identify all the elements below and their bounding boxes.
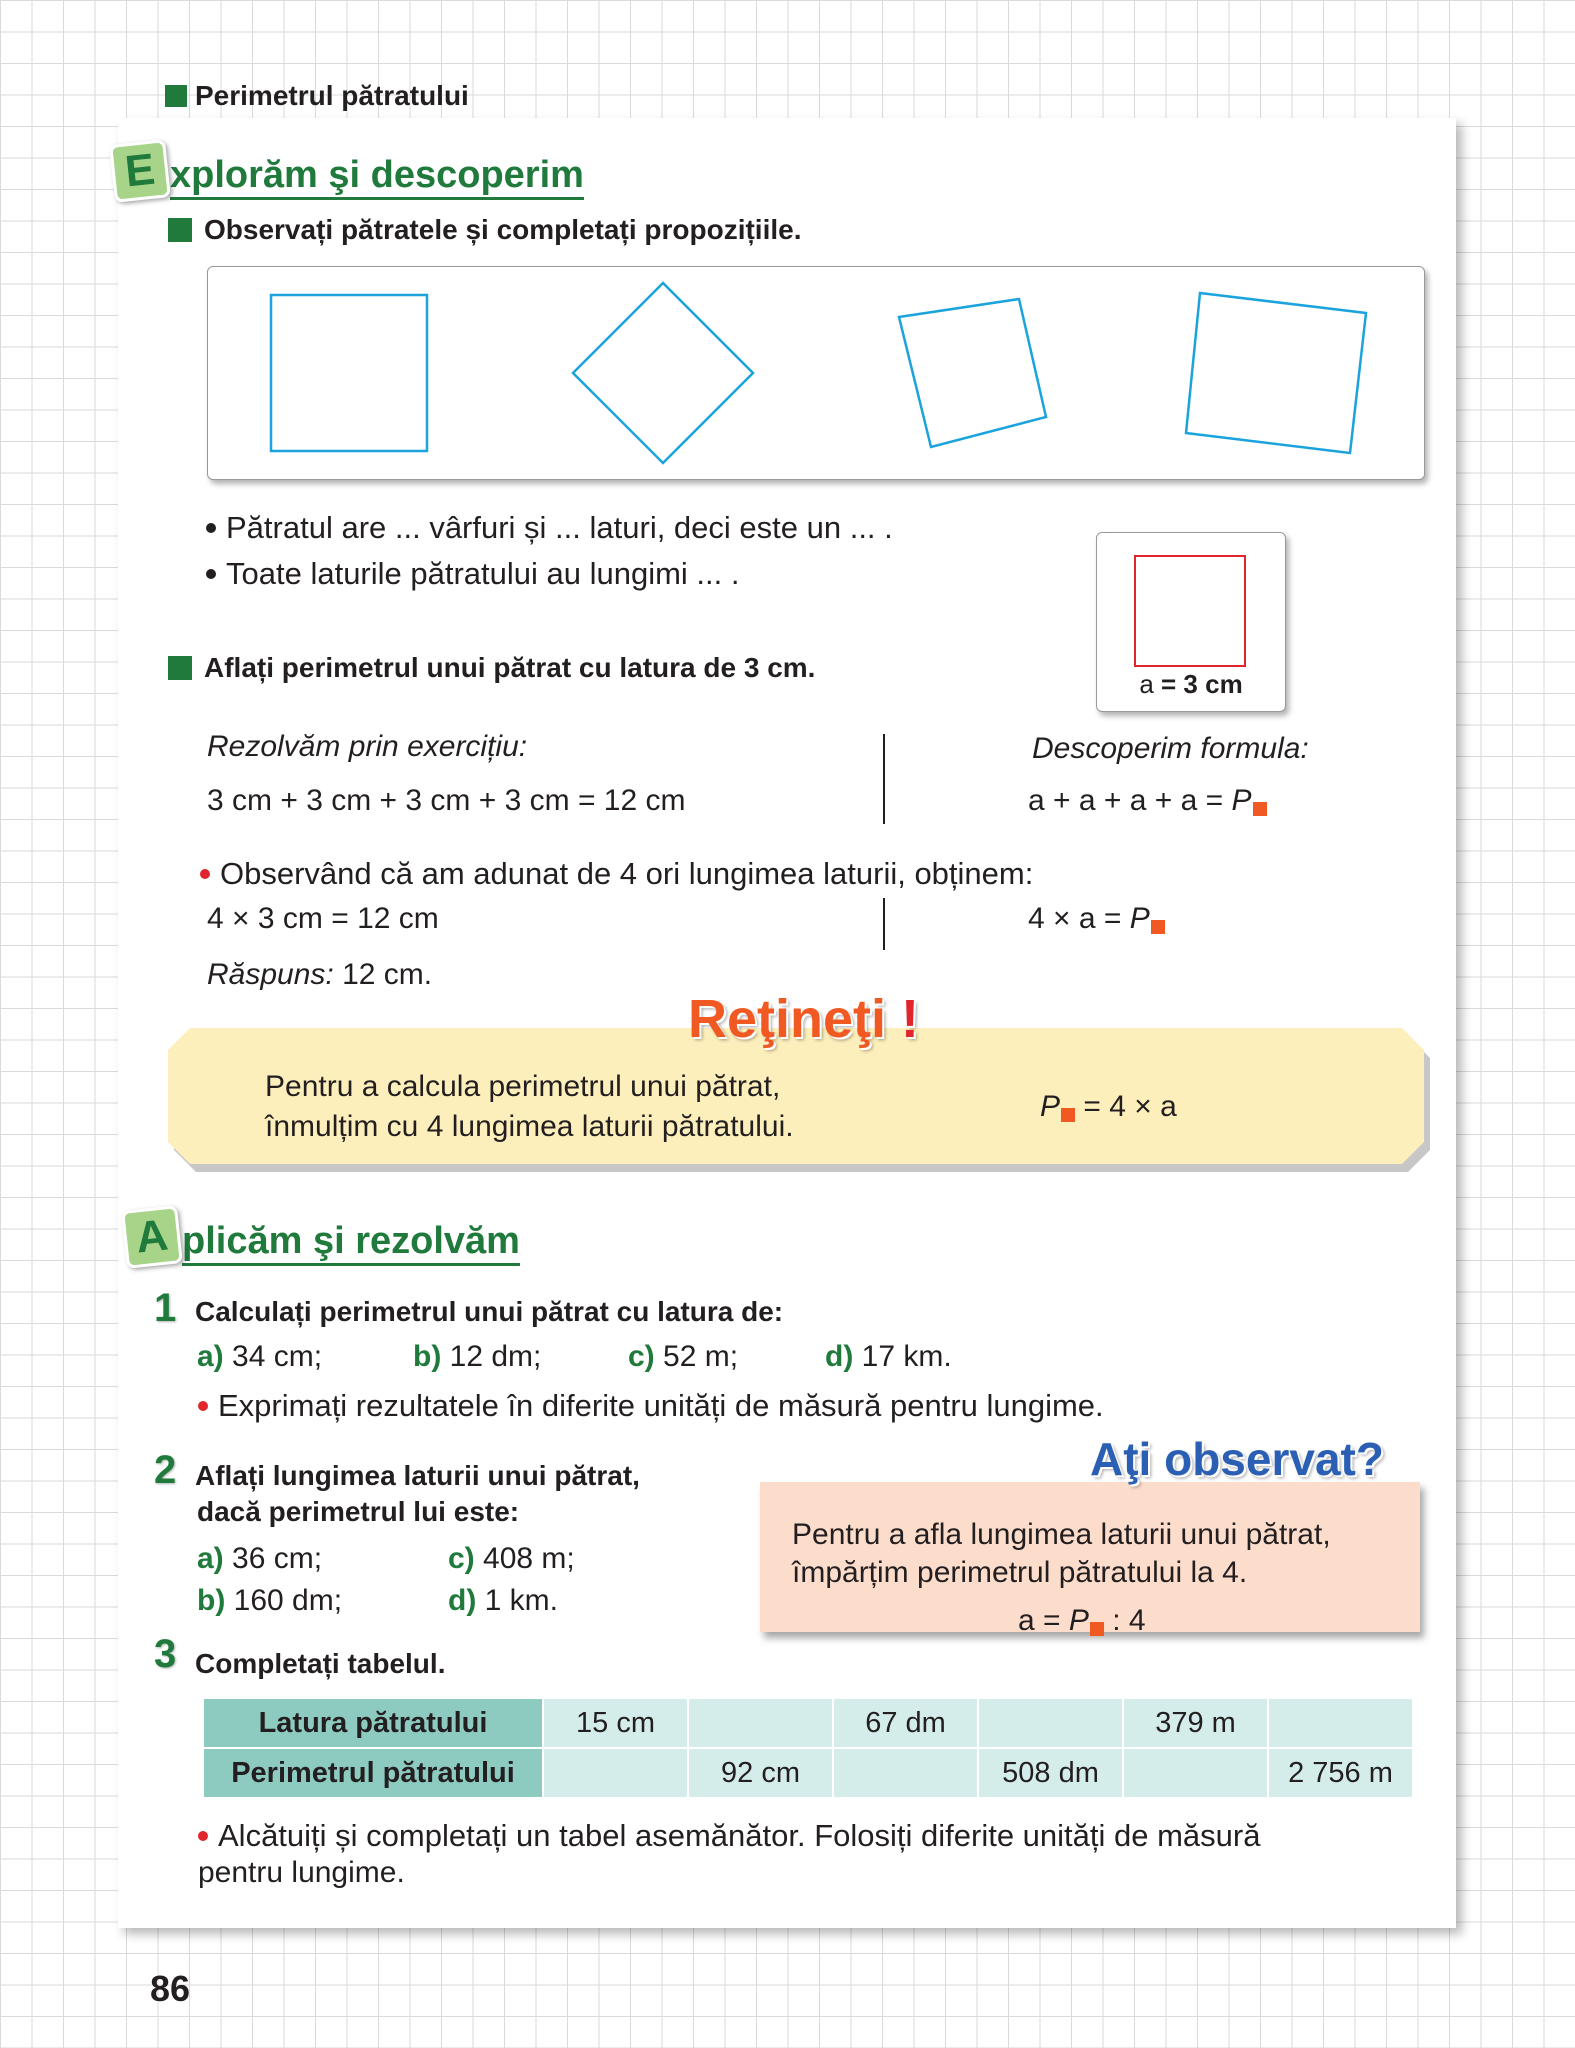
table-row-header: Latura pătratului bbox=[204, 1699, 542, 1747]
square-subscript-icon bbox=[1253, 802, 1267, 816]
solve-by-exercise-heading: Rezolvăm prin exercițiu: bbox=[207, 730, 528, 763]
bullet-dot-icon bbox=[206, 569, 216, 579]
did-you-notice-line2: împărțim perimetrul pătratului la 4. bbox=[792, 1556, 1248, 1589]
red-bullet-dot-icon bbox=[198, 1831, 208, 1841]
exercise-2-item-b: b) 160 dm; bbox=[197, 1584, 343, 1617]
square-side-caption: a = 3 cm bbox=[1139, 669, 1243, 699]
sum-formula: a + a + a + a = P bbox=[1028, 784, 1267, 818]
square-diamond bbox=[573, 283, 753, 463]
exercise-3-note-line2: pentru lungime. bbox=[198, 1856, 405, 1889]
exercise-2-title-line2: dacă perimetrul lui este: bbox=[197, 1496, 520, 1527]
square-subscript-icon bbox=[1061, 1108, 1075, 1122]
exercise-3-title: Completați tabelul. bbox=[195, 1648, 446, 1679]
square-tilted-left bbox=[899, 299, 1046, 447]
table-cell: 508 dm bbox=[979, 1749, 1122, 1797]
exercise-2-item-d: d) 1 km. bbox=[448, 1584, 559, 1617]
exercise-1-number: 1 bbox=[154, 1286, 177, 1330]
discover-formula-heading: Descoperim formula: bbox=[1032, 732, 1309, 765]
table-cell: 15 cm bbox=[544, 1699, 687, 1747]
bullet-text: Toate laturile pătratului au lungimi ... . bbox=[226, 556, 740, 591]
apply-letter-badge: A bbox=[121, 1205, 183, 1269]
table-row-side bbox=[204, 1699, 1412, 1747]
explore-section-title: xplorăm şi descoperim bbox=[170, 155, 584, 200]
exercise-2-title-line1: Aflați lungimea laturii unui pătrat, bbox=[195, 1460, 640, 1491]
example-square-card bbox=[1096, 532, 1286, 712]
apply-section-title: plicăm şi rezolvăm bbox=[182, 1221, 520, 1266]
bullet-equal-lengths bbox=[206, 556, 740, 592]
exercise-1-note-text: Exprimați rezultatele în diferite unități de măsură pentru lungime. bbox=[218, 1388, 1104, 1423]
perimeter-formula: P = 4 × a bbox=[1040, 1090, 1177, 1123]
square-upright bbox=[271, 295, 427, 451]
exercise-1-note bbox=[198, 1388, 1104, 1424]
table-cell bbox=[979, 1699, 1122, 1747]
square-subscript-icon bbox=[1090, 1622, 1104, 1636]
exercise-2-number: 2 bbox=[154, 1448, 177, 1492]
multiplication-formula: 4 × a = P bbox=[1028, 902, 1165, 936]
exercise-3-note-text: Alcătuiți și completați un tabel asemănător. Folosiți diferite unități de măsură bbox=[218, 1818, 1261, 1853]
perimeter-task-instruction bbox=[168, 652, 815, 684]
squares-illustration bbox=[208, 267, 1424, 479]
remember-text-line1: Pentru a calcula perimetrul unui pătrat, bbox=[265, 1070, 781, 1103]
square-bullet-icon bbox=[165, 85, 187, 107]
table-cell: 92 cm bbox=[689, 1749, 832, 1797]
square-tilted-right bbox=[1186, 293, 1366, 453]
exercise-1-title: Calculați perimetrul unui pătrat cu latura de: bbox=[195, 1296, 784, 1327]
answer-line: Răspuns: 12 cm. bbox=[207, 958, 433, 991]
explore-section-header bbox=[112, 142, 584, 200]
table-cell bbox=[689, 1699, 832, 1747]
apply-section-header bbox=[124, 1208, 520, 1266]
explore-letter-badge: E bbox=[109, 139, 171, 203]
table-cell: 67 dm bbox=[834, 1699, 977, 1747]
exercise-3-number: 3 bbox=[154, 1632, 177, 1676]
observe-instruction-text: Observați pătratele și completați propozițiile. bbox=[204, 214, 802, 245]
topic-title bbox=[165, 80, 469, 112]
red-bullet-dot-icon bbox=[198, 1401, 208, 1411]
red-square-figure bbox=[1134, 555, 1246, 667]
bullet-vertices-sides bbox=[206, 510, 893, 546]
side-formula: a = P : 4 bbox=[1018, 1604, 1146, 1637]
topic-title-text: Perimetrul pătratului bbox=[195, 80, 469, 111]
square-bullet-icon bbox=[168, 218, 192, 242]
perimeter-task-text: Aflați perimetrul unui pătrat cu latura de 3 cm. bbox=[204, 652, 816, 683]
table-row-header: Perimetrul pătratului bbox=[204, 1749, 542, 1797]
exercise-1-item-c: c) 52 m; bbox=[628, 1340, 739, 1373]
observe-instruction bbox=[168, 214, 802, 246]
exercise-2-item-a: a) 36 cm; bbox=[197, 1542, 323, 1575]
exercise-1-item-a: a) 34 cm; bbox=[197, 1340, 323, 1373]
square-table bbox=[202, 1697, 1414, 1799]
table-cell bbox=[1124, 1749, 1267, 1797]
table-row-perimeter bbox=[204, 1749, 1412, 1797]
remember-title: Reţineţi ! bbox=[688, 989, 920, 1049]
table-cell: 379 m bbox=[1124, 1699, 1267, 1747]
observation-line bbox=[200, 856, 1033, 892]
exercise-1-item-b: b) 12 dm; bbox=[413, 1340, 542, 1373]
sum-calculation: 3 cm + 3 cm + 3 cm + 3 cm = 12 cm bbox=[207, 784, 686, 817]
did-you-notice-line1: Pentru a afla lungimea laturii unui pătrat, bbox=[792, 1518, 1331, 1551]
table-cell bbox=[544, 1749, 687, 1797]
red-bullet-dot-icon bbox=[200, 869, 210, 879]
square-subscript-icon bbox=[1151, 920, 1165, 934]
exercise-2-item-c: c) 408 m; bbox=[448, 1542, 575, 1575]
squares-figure-box bbox=[207, 266, 1425, 480]
bullet-dot-icon bbox=[206, 523, 216, 533]
did-you-notice-title: Aţi observat? bbox=[1090, 1433, 1384, 1485]
column-divider bbox=[883, 898, 885, 950]
column-divider bbox=[883, 734, 885, 824]
table-cell: 2 756 m bbox=[1269, 1749, 1412, 1797]
page-number: 86 bbox=[150, 1968, 191, 2009]
exercise-3-note bbox=[198, 1818, 1260, 1854]
multiplication-calculation: 4 × 3 cm = 12 cm bbox=[207, 902, 439, 935]
table-cell bbox=[834, 1749, 977, 1797]
observation-text: Observând că am adunat de 4 ori lungimea laturii, obținem: bbox=[220, 856, 1034, 891]
square-bullet-icon bbox=[168, 656, 192, 680]
exercise-1-item-d: d) 17 km. bbox=[825, 1340, 952, 1373]
bullet-text: Pătratul are ... vârfuri și ... laturi, deci este un ... . bbox=[226, 510, 893, 545]
remember-text-line2: înmulțim cu 4 lungimea laturii pătratului. bbox=[265, 1110, 794, 1143]
table-cell bbox=[1269, 1699, 1412, 1747]
